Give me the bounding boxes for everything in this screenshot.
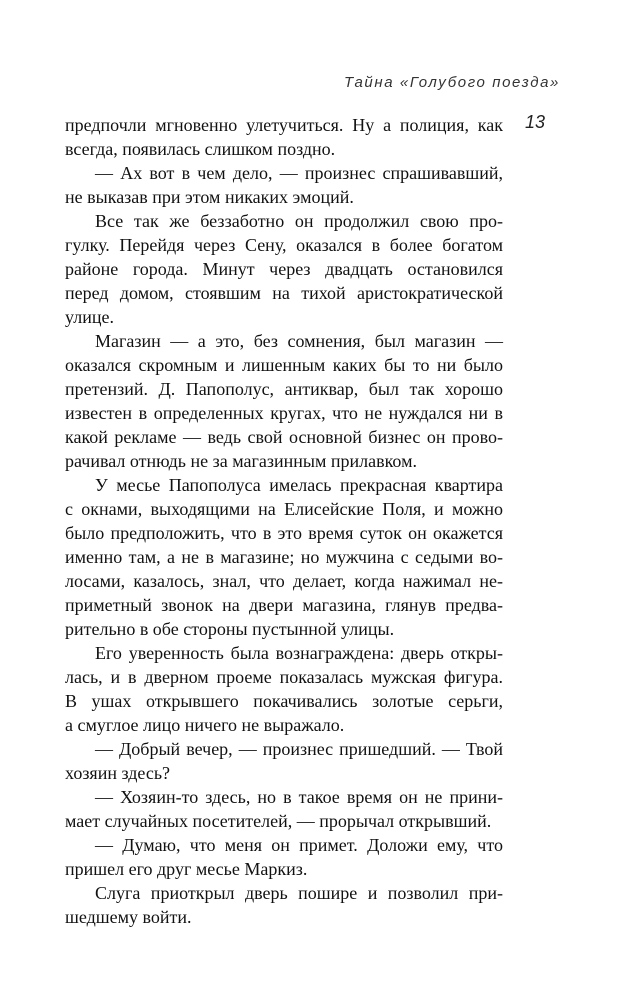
text-line: гулку. Перейдя через Сену, оказался в более богатом (65, 235, 503, 255)
text-line: Его уверенность была вознаграждена: дверь откры- (95, 643, 503, 663)
text-line: а смуглое лицо ничего не выражало. (65, 715, 345, 735)
text-line: рачивал отнюдь не за магазинным прилавком. (65, 451, 417, 471)
text-line: именно там, а не в магазине; но мужчина с седыми во- (65, 547, 503, 567)
text-line: районе города. Минут через двадцать остановился (65, 259, 503, 279)
text-line: было предположить, что в это время суток он окажется (65, 523, 503, 543)
text-line: пришел его друг месье Маркиз. (65, 859, 308, 879)
text-line: лосами, казалось, знал, что делает, когда нажимал не- (65, 571, 503, 591)
text-line: В ушах открывшего покачивались золотые серьги, (65, 691, 503, 711)
text-line: — Добрый вечер, — произнес пришедший. — Твой (95, 739, 503, 759)
text-line: — Ах вот в чем дело, — произнес спрашивавший, (95, 163, 503, 183)
text-line: не выказав при этом никаких эмоций. (65, 187, 354, 207)
text-line: всегда, появилась слишком поздно. (65, 139, 336, 159)
text-line: Магазин — а это, без сомнения, был магазин — (95, 331, 503, 351)
text-line: шедшему войти. (65, 907, 192, 927)
text-line: лась, и в дверном проеме показалась мужская фигура. (65, 667, 503, 687)
text-line: с окнами, выходящими на Елисейские Поля, и можно (65, 499, 503, 519)
text-line: — Думаю, что меня он примет. Доложи ему, что (95, 835, 503, 855)
text-line: предпочли мгновенно улетучиться. Ну а полиция, как (65, 115, 503, 135)
running-head: Тайна «Голубого поезда» (344, 74, 560, 91)
text-line: оказался скромным и лишенным каких бы то ни было (65, 355, 503, 375)
text-line: рительно в обе стороны пустынной улицы. (65, 619, 395, 639)
text-line: претензий. Д. Папополус, антиквар, был так хорошо (65, 379, 503, 399)
text-line: известен в определенных кругах, что не нуждался ни в (65, 403, 503, 423)
text-line: улице. (65, 307, 114, 327)
text-line: Слуга приоткрыл дверь пошире и позволил при- (95, 883, 503, 903)
text-line: — Хозяин-то здесь, но в такое время он не прини- (95, 787, 503, 807)
text-line: хозяин здесь? (65, 763, 171, 783)
text-line: У месье Папополуса имелась прекрасная квартира (95, 475, 503, 495)
page-number: 13 (525, 112, 546, 132)
text-line: мает случайных посетителей, — прорычал открывший. (65, 811, 492, 831)
text-line: Все так же беззаботно он продолжил свою про- (95, 211, 503, 231)
text-line: какой рекламе — ведь свой основной бизнес он прово- (65, 427, 503, 447)
text-line: перед домом, стоявшим на тихой аристократической (65, 283, 503, 303)
text-line: приметный звонок на двери магазина, глянув предва- (65, 595, 503, 615)
